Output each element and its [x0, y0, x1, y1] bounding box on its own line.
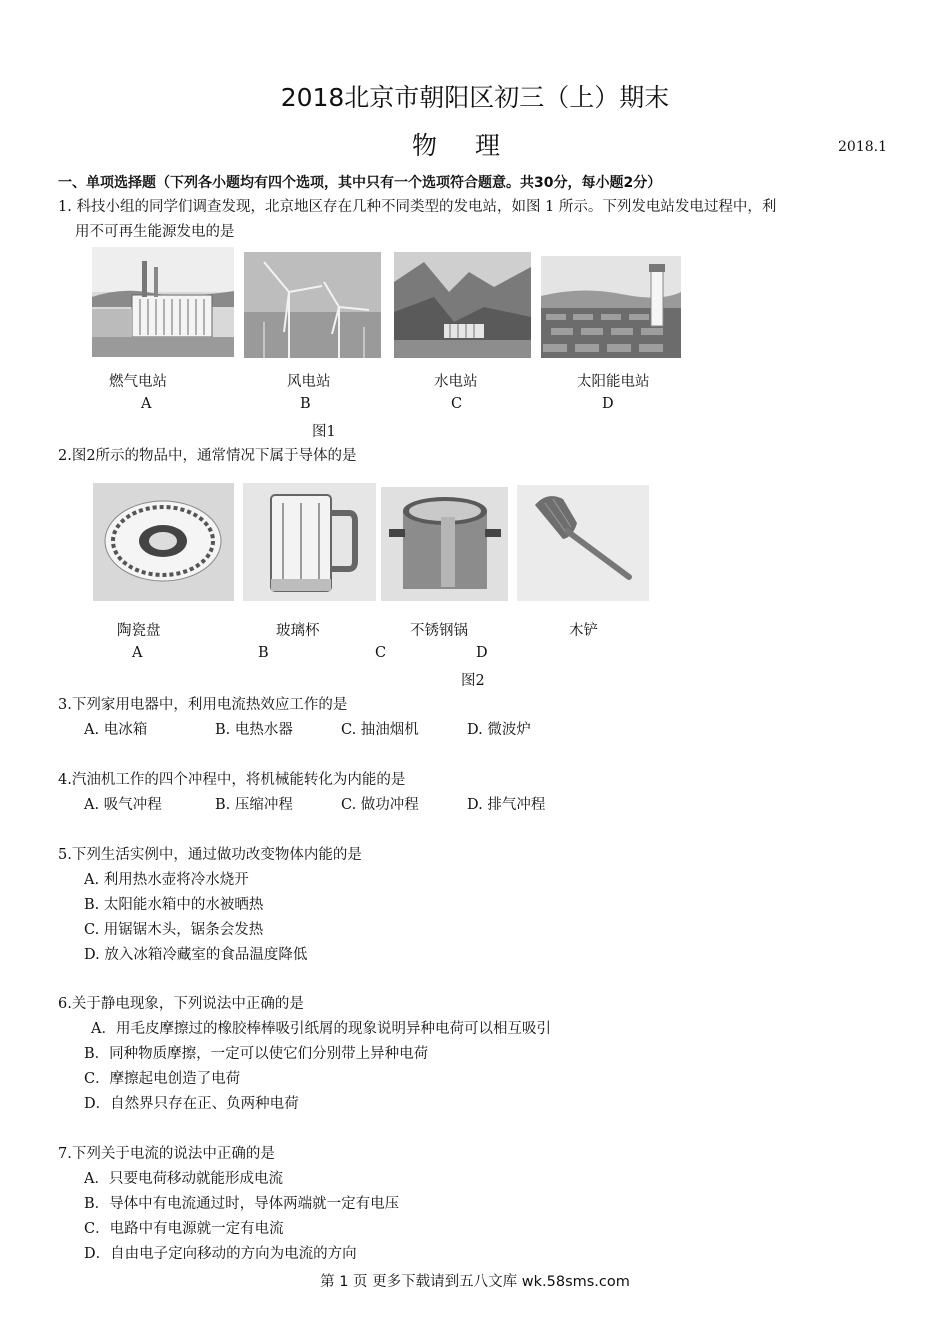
q4-option-a: A. 吸气冲程 [84, 797, 162, 813]
fig2-letter-d: D [476, 645, 488, 661]
q5-option-d: D. 放入冰箱冷藏室的食品温度降低 [84, 947, 308, 963]
q5-option-b: B. 太阳能水箱中的水被晒热 [84, 897, 264, 913]
q2-text: 2.图2所示的物品中，通常情况下属于导体的是 [58, 448, 357, 464]
q3-option-a: A. 电冰箱 [84, 722, 148, 738]
fig1-label-a: 燃气电站 [109, 374, 167, 390]
fig2-letter-a: A [132, 645, 143, 661]
q6-text: 6.关于静电现象，下列说法中正确的是 [58, 996, 304, 1012]
fig2-label-b: 玻璃杯 [276, 623, 320, 639]
gas-power-station-image [92, 247, 234, 357]
wind-power-station-image [244, 252, 381, 358]
q5-text: 5.下列生活实例中，通过做功改变物体内能的是 [58, 847, 362, 863]
fig1-letter-b: B [300, 396, 311, 412]
section-heading: 一、单项选择题（下列各小题均有四个选项，其中只有一个选项符合题意。共30分，每小题2分） [58, 175, 662, 191]
fig1-letter-a: A [141, 396, 152, 412]
fig2-letter-b: B [258, 645, 269, 661]
q6-option-a: A．用毛皮摩擦过的橡胶棒棒吸引纸屑的现象说明异种电荷可以相互吸引 [91, 1021, 551, 1037]
fig2-label-c: 不锈钢锅 [410, 623, 468, 639]
glass-cup-image [243, 483, 376, 601]
q4-option-c: C. 做功冲程 [341, 797, 419, 813]
q4-option-b: B. 压缩冲程 [215, 797, 293, 813]
q3-text: 3.下列家用电器中，利用电流热效应工作的是 [58, 697, 348, 713]
q6-option-c: C．摩擦起电创造了电荷 [84, 1071, 241, 1087]
q5-option-c: C. 用锯锯木头，锯条会发热 [84, 922, 264, 938]
ceramic-plate-image [93, 483, 234, 601]
figure-2-caption: 图2 [461, 673, 485, 689]
q7-text: 7.下列关于电流的说法中正确的是 [58, 1146, 275, 1162]
q7-option-a: A．只要电荷移动就能形成电流 [84, 1171, 283, 1187]
q6-option-b: B．同种物质摩擦，一定可以使它们分别带上异种电荷 [84, 1046, 429, 1062]
hydro-power-station-image [394, 252, 531, 358]
fig1-label-b: 风电站 [287, 374, 331, 390]
fig1-label-d: 太阳能电站 [577, 374, 650, 390]
q5-option-a: A. 利用热水壶将冷水烧开 [84, 872, 249, 888]
q6-option-d: D．自然界只存在正、负两种电荷 [84, 1096, 299, 1112]
exam-date: 2018.1 [838, 139, 887, 155]
q4-option-d: D. 排气冲程 [467, 797, 546, 813]
q7-option-b: B．导体中有电流通过时，导体两端就一定有电压 [84, 1196, 400, 1212]
fig1-letter-d: D [602, 396, 614, 412]
fig2-label-d: 木铲 [569, 623, 598, 639]
q4-text: 4.汽油机工作的四个冲程中，将机械能转化为内能的是 [58, 772, 406, 788]
fig2-label-a: 陶瓷盘 [117, 623, 161, 639]
fig1-letter-c: C [451, 396, 463, 412]
q7-option-c: C．电路中有电源就一定有电流 [84, 1221, 284, 1237]
q3-option-b: B. 电热水器 [215, 722, 293, 738]
page-footer: 第 1 页 更多下载请到五八文库 wk.58sms.com [320, 1274, 630, 1290]
solar-power-station-image [541, 256, 681, 358]
q1-line2: 用不可再生能源发电的是 [75, 224, 235, 240]
q1-line1: 1. 科技小组的同学们调查发现，北京地区存在几种不同类型的发电站，如图 1 所示。下列发电站发电过程中，利 [58, 199, 777, 215]
page-title: 2018北京市朝阳区初三（上）期末 [280, 83, 670, 112]
subject-title: 物理 [411, 131, 538, 160]
q7-option-d: D．自由电子定向移动的方向为电流的方向 [84, 1246, 357, 1262]
q3-option-d: D. 微波炉 [467, 722, 531, 738]
fig2-letter-c: C [375, 645, 387, 661]
figure-1-caption: 图1 [312, 424, 336, 440]
q3-option-c: C. 抽油烟机 [341, 722, 419, 738]
wooden-spatula-image [517, 485, 649, 601]
stainless-steel-pot-image [381, 487, 508, 601]
fig1-label-c: 水电站 [434, 374, 478, 390]
